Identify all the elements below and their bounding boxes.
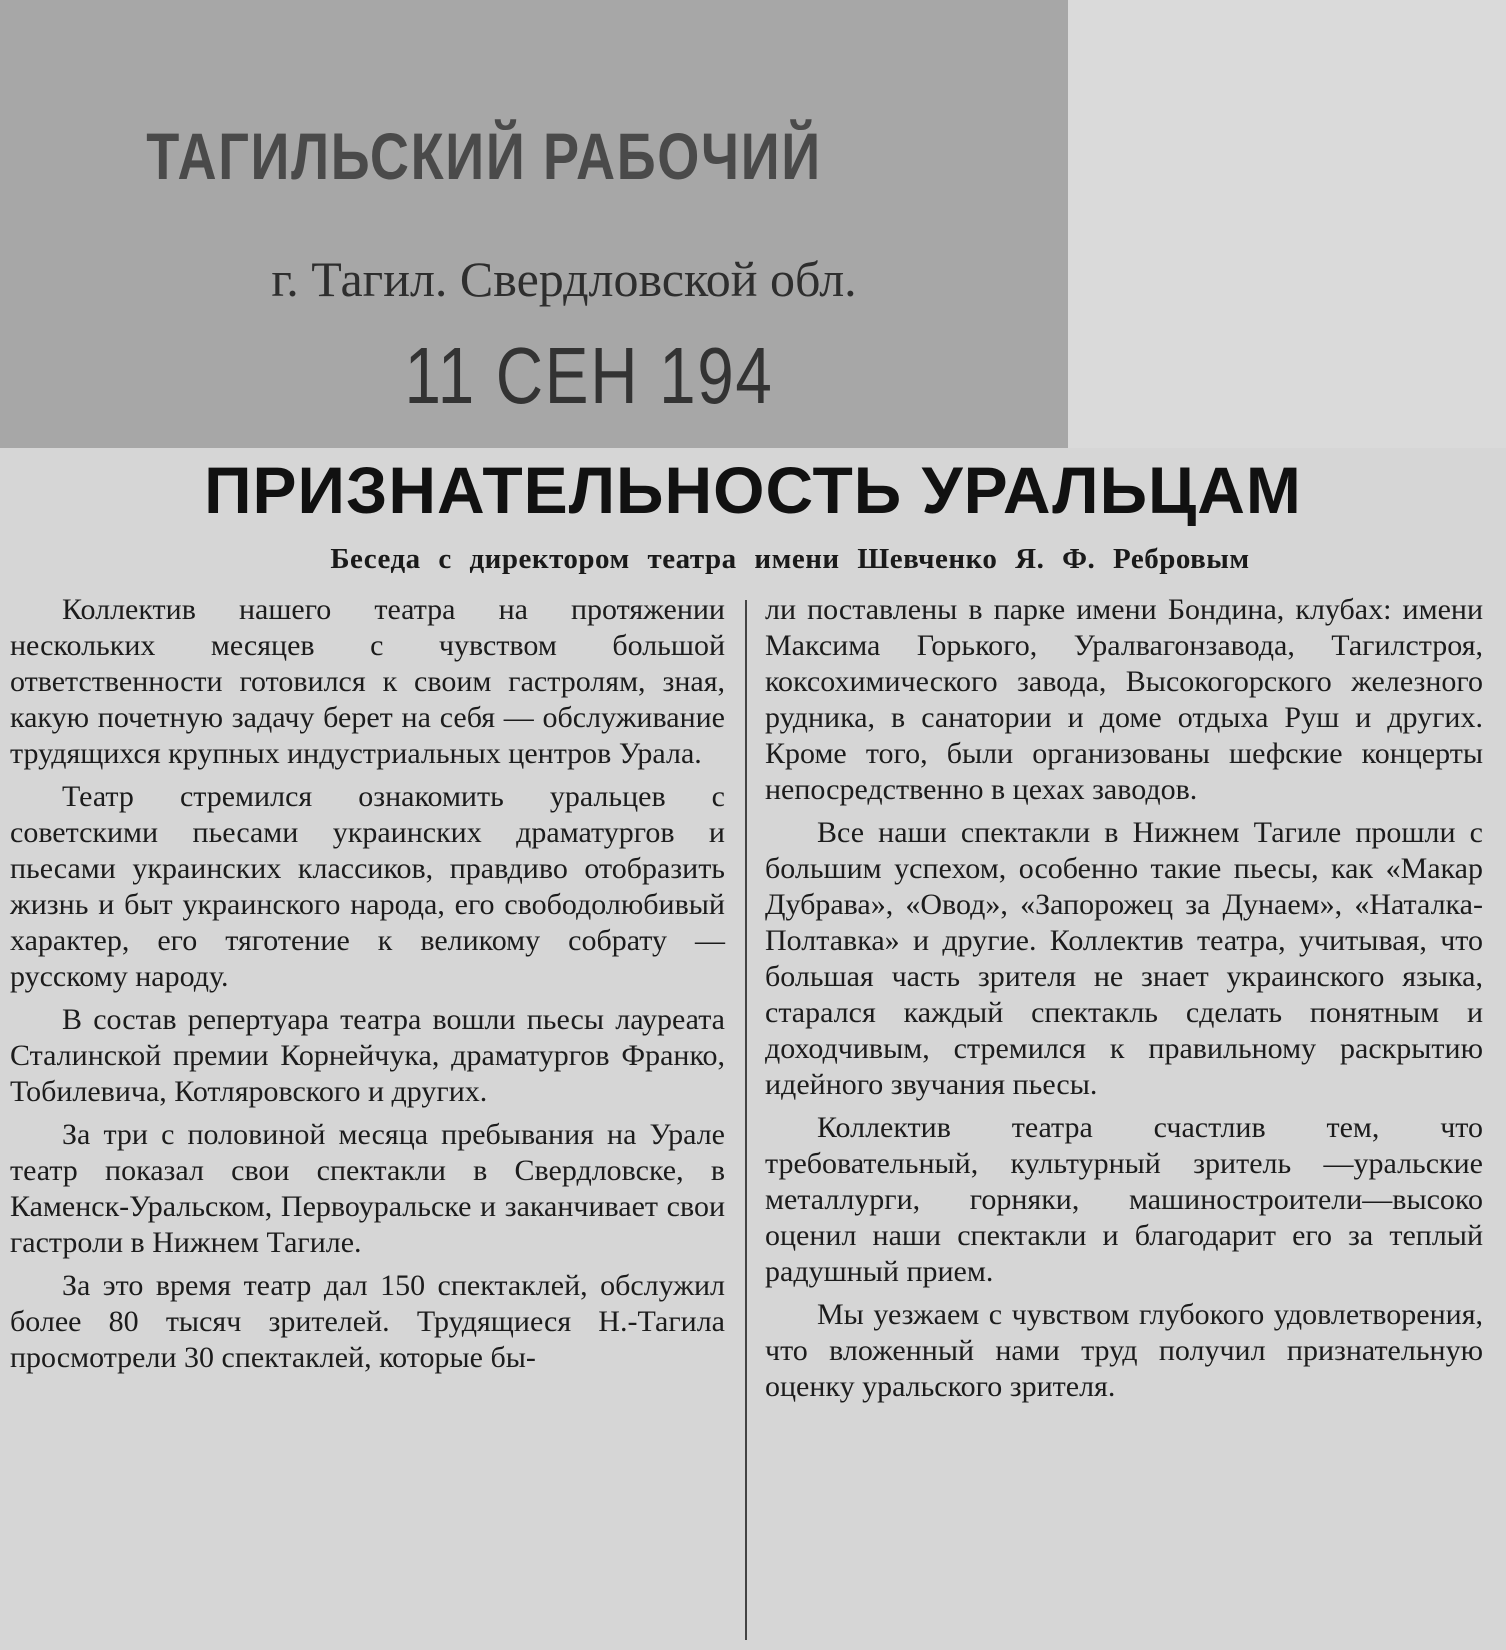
paragraph: В состав репертуара театра вошли пьесы лауреата Сталинской премии Корнейчука, драматургов Франко, Тобилевича, Котляровского и других. xyxy=(10,1003,725,1108)
left-column xyxy=(10,592,725,1383)
paragraph: ли поставлены в парке имени Бондина, клубах: имени Максима Горького, Уралвагонзавода, Тагилстроя, коксохимического завода, Высокогорского железного рудника, в санатории и доме отдыха Руш и других. Кроме того, были организованы шефские концерты непосредственно в цехах заводов. xyxy=(765,593,1483,806)
paragraph: За это время театр дал 150 спектаклей, обслужил более 80 тысяч зрителей. Трудящиеся Н.-Тагила просмотрели 30 спектаклей, которые бы- xyxy=(10,1269,725,1374)
article-subhead: Беседа с директором театра имени Шевченко Я. Ф. Ребровым xyxy=(330,543,1250,575)
paragraph: Мы уезжаем с чувством глубокого удовлетворения, что вложенный нами труд получил признательную оценку уральского зрителя. xyxy=(765,1298,1483,1403)
newspaper-stamp xyxy=(0,0,1068,448)
stamp-city: г. Тагил. Свердловской обл. xyxy=(271,251,857,307)
right-column xyxy=(765,592,1483,1412)
paper-background-strip xyxy=(1068,0,1506,448)
article-headline: ПРИЗНАТЕЛЬНОСТЬ УРАЛЬЦАМ xyxy=(204,453,1302,527)
paragraph: Театр стремился ознакомить уральцев с советскими пьесами украинских драматургов и пьесами украинских классиков, правдиво отобразить жизнь и быт украинского народа, его свободолюбивый характер, его тяготение к великому собрату — русскому народу. xyxy=(10,780,725,993)
paragraph: Все наши спектакли в Нижнем Тагиле прошли с большим успехом, особенно такие пьесы, как «Макар Дубрава», «Овод», «Запорожец за Дунаем», «Наталка-Полтавка» и другие. Коллектив театра, учитывая, что большая часть зрителя не знает украинского языка, старался каждый спектакль сделать понятным и доходчивым, стремился к правильному раскрытию идейного звучания пьесы. xyxy=(765,816,1483,1101)
stamp-date: 11 СЕН 194 xyxy=(404,331,774,420)
paragraph: Коллектив театра счастлив тем, что требовательный, культурный зритель —уральские металлурги, горняки, машиностроители—высоко оценил наши спектакли и благодарит его за теплый радушный прием. xyxy=(765,1111,1483,1288)
stamp-newspaper-name: ТАГИЛЬСКИЙ РАБОЧИЙ xyxy=(146,119,822,193)
paragraph: За три с половиной месяца пребывания на Урале театр показал свои спектакли в Свердловске, в Каменск-Уральском, Первоуральске и заканчивает свои гастроли в Нижнем Тагиле. xyxy=(10,1118,725,1259)
column-divider xyxy=(745,600,747,1640)
paragraph: Коллектив нашего театра на протяжении нескольких месяцев с чувством большой ответственности готовился к своим гастролям, зная, какую почетную задачу берет на себя — обслуживание трудящихся крупных индустриальных центров Урала. xyxy=(10,593,725,770)
